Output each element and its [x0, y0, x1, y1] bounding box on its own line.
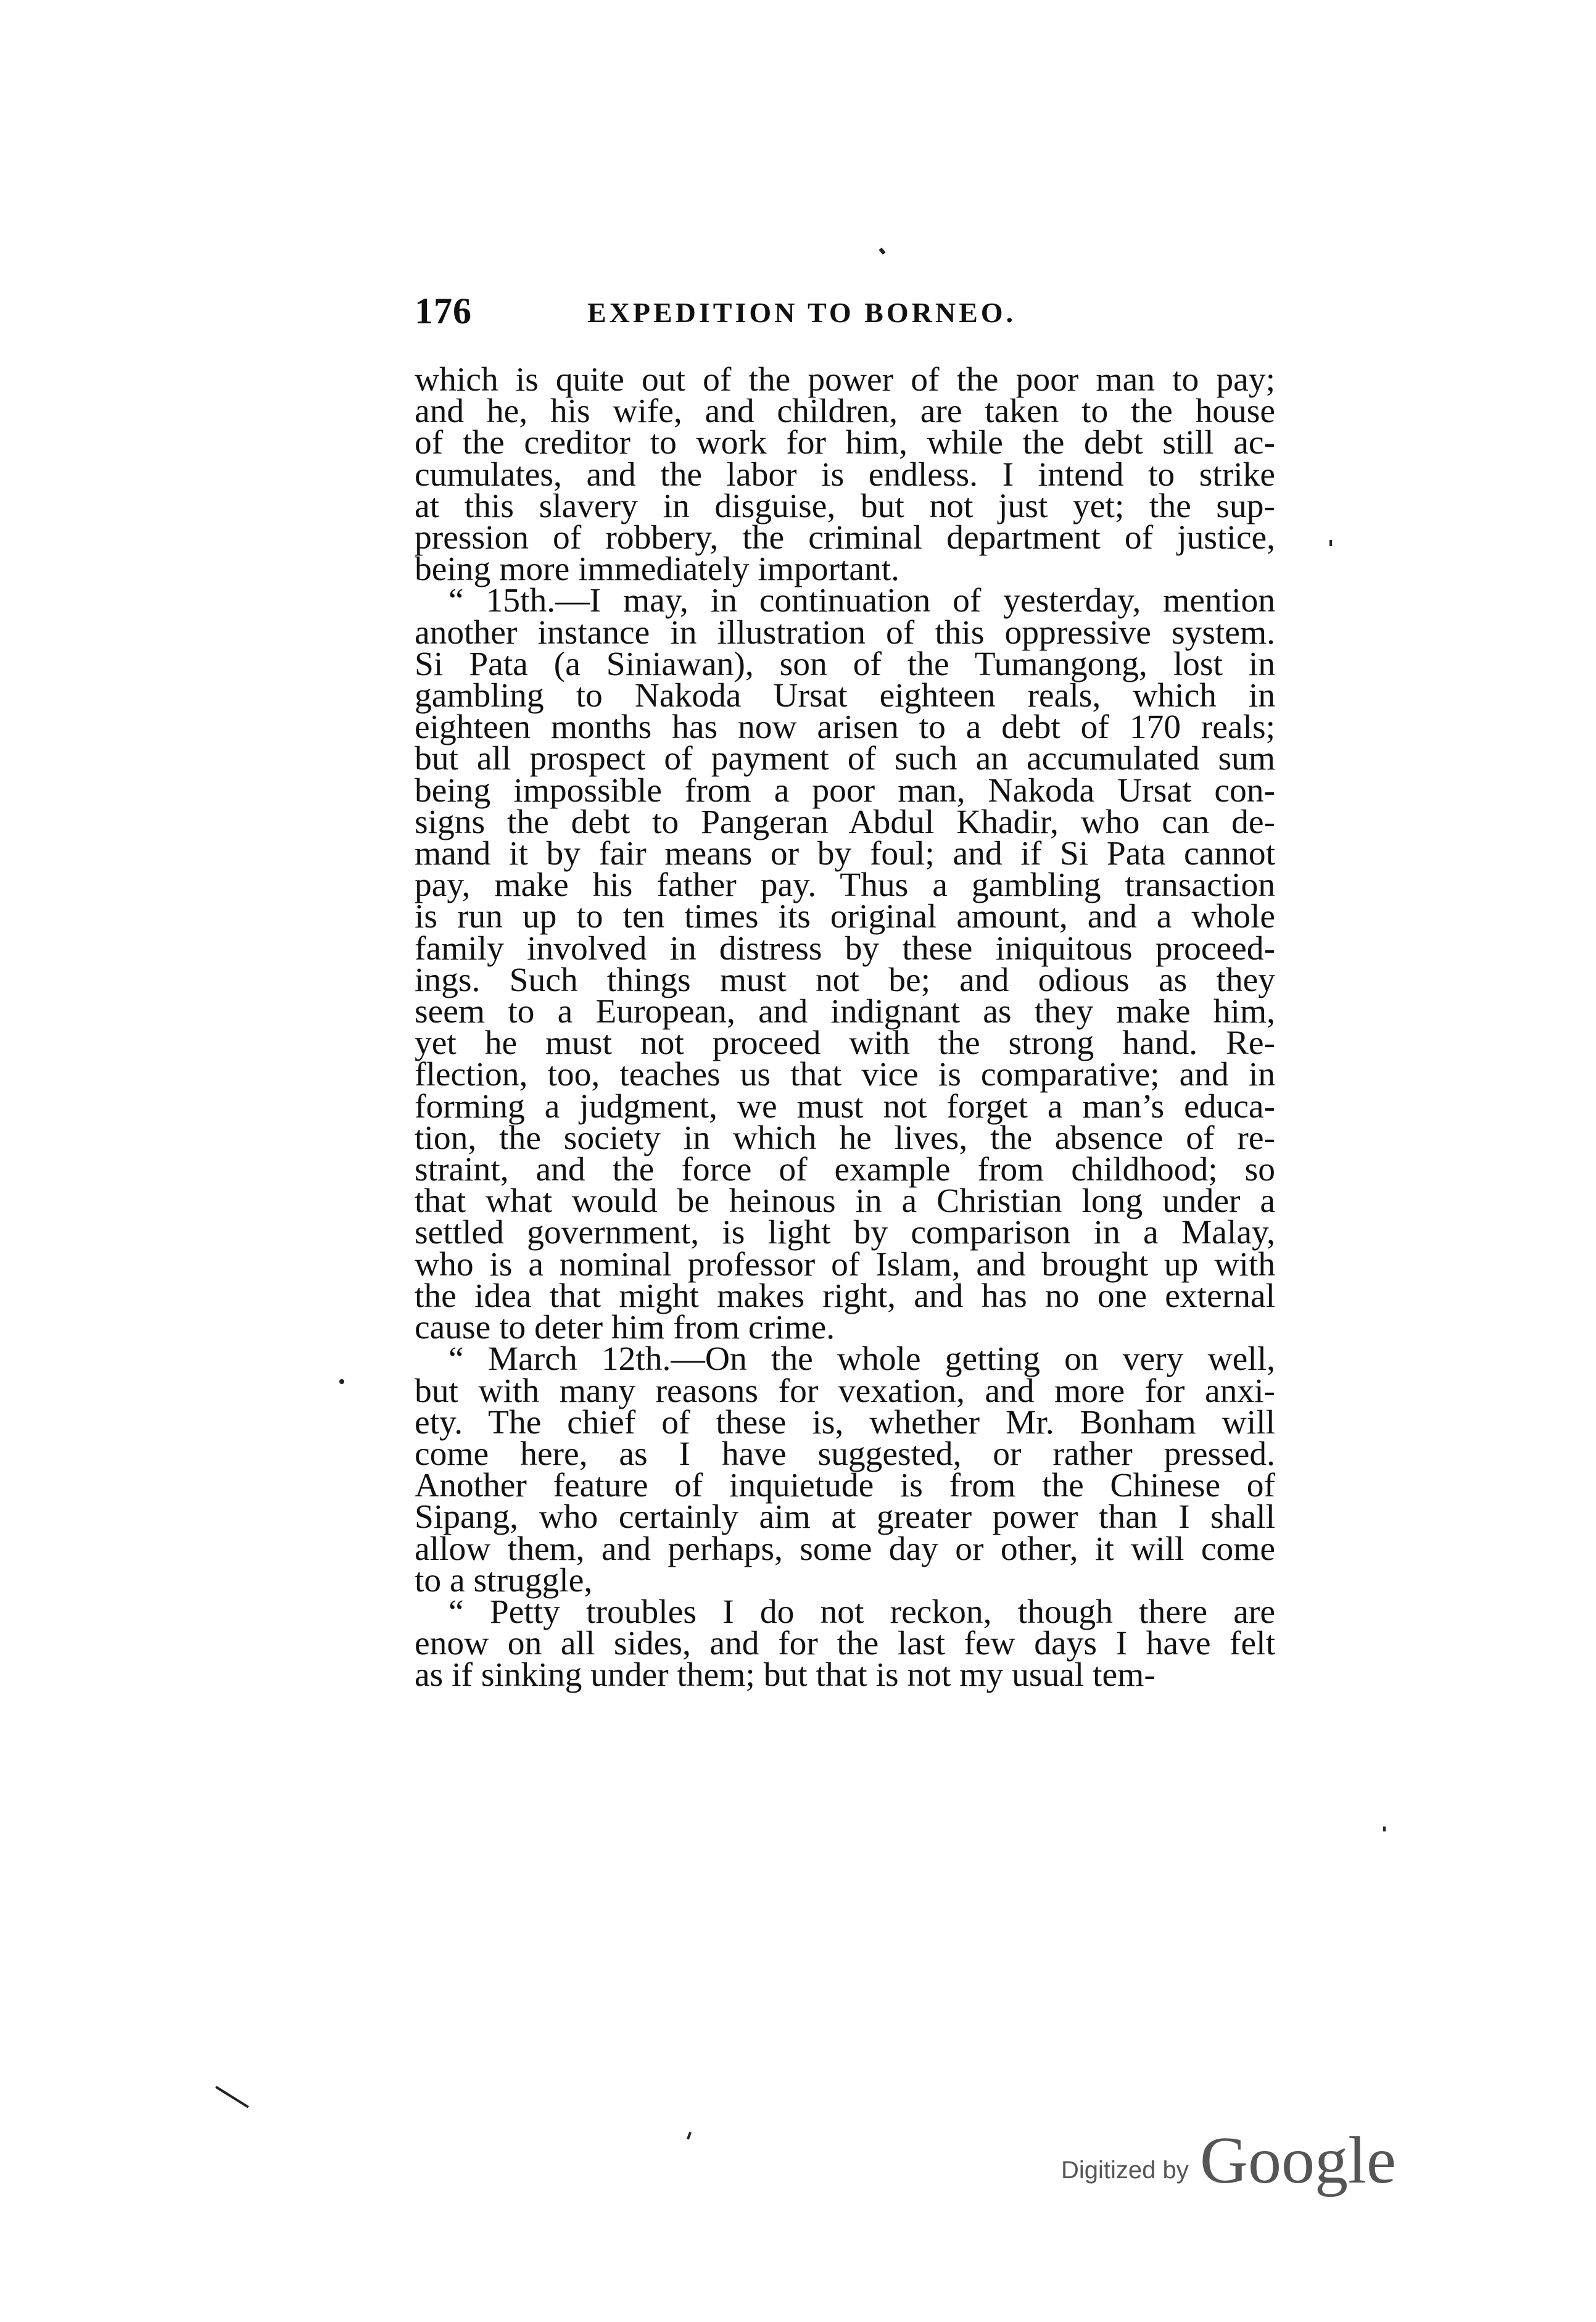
text-line: settled government, is light by comparison in a Malay,	[415, 1214, 1275, 1252]
text-line: tion, the society in which he lives, the absence of re-	[415, 1119, 1275, 1157]
google-logo: Google	[1200, 2124, 1396, 2197]
text-line: which is quite out of the power of the poor man to pay;	[415, 361, 1275, 399]
running-head: EXPEDITION TO BORNEO.	[587, 297, 1017, 328]
text-line: being impossible from a poor man, Nakoda Ursat con-	[415, 771, 1275, 810]
text-line: signs the debt to Pangeran Abdul Khadir, who can de-	[415, 803, 1275, 841]
text-line: flection, too, teaches us that vice is comparative; and in	[415, 1056, 1275, 1094]
text-line: come here, as I have suggested, or rather pressed.	[415, 1435, 1275, 1473]
text-line: that what would be heinous in a Christian long under a	[415, 1182, 1275, 1221]
text-line: mand it by fair means or by foul; and if Si Pata cannot	[415, 835, 1275, 873]
text-line: “ March 12th.—On the whole getting on very well,	[449, 1340, 1275, 1379]
text-line: yet he must not proceed with the strong hand. Re-	[415, 1024, 1275, 1063]
text-line: another instance in illustration of this oppressive system.	[415, 613, 1275, 652]
text-line: ety. The chief of these is, whether Mr. Bonham will	[415, 1403, 1275, 1441]
text-line: straint, and the force of example from childhood; so	[415, 1151, 1275, 1189]
text-line: gambling to Nakoda Ursat eighteen reals, which in	[415, 677, 1275, 715]
text-line: ings. Such things must not be; and odious as they	[415, 961, 1275, 999]
digitized-by-label: Digitized by	[1061, 2157, 1189, 2184]
scan-speck	[879, 247, 885, 255]
text-line: pression of robbery, the criminal department of justice,	[415, 519, 1275, 557]
text-line: forming a judgment, we must not forget a man’s educa-	[415, 1087, 1275, 1126]
scan-speck	[1329, 540, 1332, 546]
scan-speck	[1383, 1827, 1386, 1831]
text-line: of the creditor to work for him, while the debt still ac-	[415, 424, 1275, 462]
text-line: “ Petty troubles I do not reckon, though there are	[449, 1593, 1275, 1631]
text-line: family involved in distress by these iniquitous proceed-	[415, 929, 1275, 968]
text-line: cause to deter him from crime.	[415, 1309, 835, 1347]
text-line: is run up to ten times its original amount, and a whole	[415, 898, 1275, 936]
text-line: at this slavery in disguise, but not just yet; the sup-	[415, 487, 1275, 525]
text-line: Si Pata (a Siniawan), son of the Tumangong, lost in	[415, 645, 1275, 683]
scan-speck	[339, 1379, 344, 1384]
text-line: eighteen months has now arisen to a debt of 170 reals;	[415, 708, 1275, 747]
scan-speck	[687, 2132, 692, 2140]
text-line: but all prospect of payment of such an accumulated sum	[415, 740, 1275, 778]
text-line: being more immediately important.	[415, 550, 900, 589]
text-line: but with many reasons for vexation, and more for anxi-	[415, 1372, 1275, 1410]
page-header	[415, 290, 1291, 339]
text-line: Another feature of inquietude is from the Chinese of	[415, 1467, 1275, 1505]
text-line: pay, make his father pay. Thus a gambling transaction	[415, 866, 1275, 905]
text-line: as if sinking under them; but that is not my usual tem-	[415, 1656, 1156, 1694]
text-line: allow them, and perhaps, some day or other, it will come	[415, 1530, 1275, 1568]
text-line: enow on all sides, and for the last few days I have felt	[415, 1625, 1275, 1663]
text-line: the idea that might makes right, and has no one external	[415, 1277, 1275, 1315]
text-line: to a struggle,	[415, 1561, 593, 1599]
text-line: and he, his wife, and children, are taken to the house	[415, 392, 1275, 431]
text-line: who is a nominal professor of Islam, and brought up with	[415, 1245, 1275, 1283]
text-line: cumulates, and the labor is endless. I intend to strike	[415, 455, 1275, 494]
scan-streak	[215, 2086, 249, 2108]
text-line: “ 15th.—I may, in continuation of yesterday, mention	[449, 582, 1275, 620]
page-number: 176	[415, 291, 472, 331]
text-line: seem to a European, and indignant as they make him,	[415, 993, 1275, 1031]
text-line: Sipang, who certainly aim at greater power than I shall	[415, 1498, 1275, 1536]
body-text	[415, 361, 1275, 1694]
